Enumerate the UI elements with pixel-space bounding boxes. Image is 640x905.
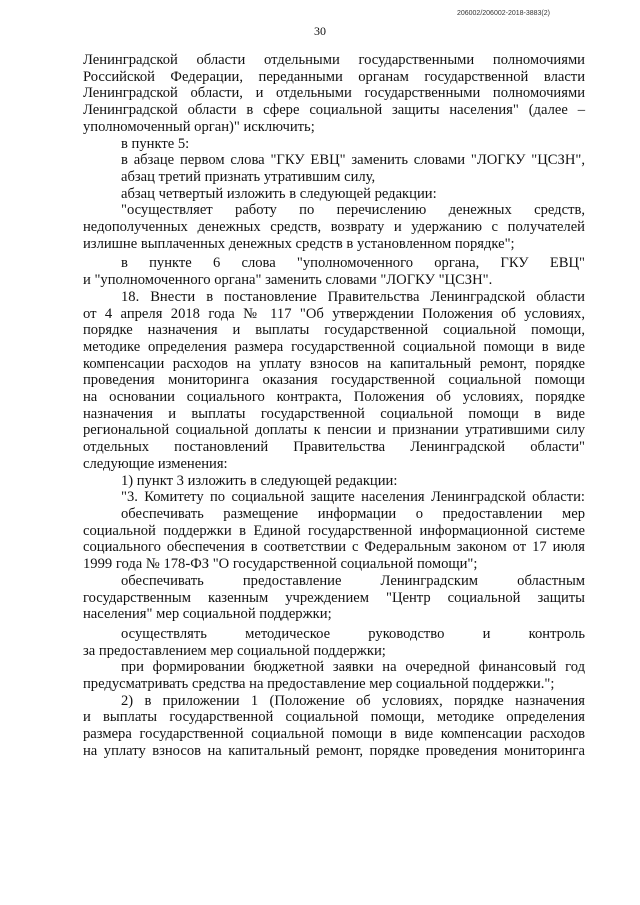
text-line: на уплату взносов на капитальный ремонт, порядке проведения мониторинга (83, 742, 585, 759)
text-line: осуществлять методическое руководство и контроль (121, 625, 585, 642)
text-line: порядке назначения и выплаты государственной социальной помощи, (83, 322, 585, 339)
text-line: в пункте 6 слова "уполномоченного органа, ГКУ ЕВЦ" (121, 255, 585, 272)
text-line: в пункте 5: (121, 135, 190, 152)
text-line: за предоставлением мер социальной поддержки; (83, 642, 386, 659)
text-line: Ленинградской области, и отдельными государственными полномочиями (83, 85, 585, 102)
text-line: на основании социального контракта, Положения об условиях, порядке (83, 389, 585, 406)
text-line: отдельных постановлений Правительства Ленинградской области" (83, 439, 585, 456)
text-line: методике определения размера государственной социальной помощи в виде (83, 338, 585, 355)
text-line: "осуществляет работу по перечислению денежных средств, (121, 202, 585, 219)
text-line: обеспечивать предоставление Ленинградским областным (121, 572, 585, 589)
text-line: излишне выплаченных денежных средств в установленном порядке"; (83, 235, 515, 252)
text-line: от 4 апреля 2018 года № 117 "Об утверждении Положения об условиях, (83, 305, 585, 322)
text-line: компенсации расходов на уплату взносов на капитальный ремонт, порядке (83, 355, 585, 372)
text-line: следующие изменения: (83, 455, 228, 472)
text-line: социального обеспечения в соответствии с Федеральным законом от 17 июля (83, 539, 585, 556)
text-line: проведения мониторинга оказания государственной социальной помощи (83, 372, 585, 389)
document-body (83, 52, 585, 760)
text-line: уполномоченный орган)" исключить; (83, 118, 315, 135)
text-line: и выплаты государственной социальной помощи, методике определения (83, 709, 585, 726)
text-line: абзац третий признать утратившим силу, (121, 168, 376, 185)
text-line: 2) в приложении 1 (Положение об условиях, порядке назначения (121, 692, 585, 709)
text-line: недополученных денежных средств, возврату и удержанию с получателей (83, 219, 585, 236)
page-number: 30 (314, 24, 326, 38)
text-line: Российской Федерации, переданными органам государственной власти (83, 68, 585, 85)
text-line: назначения и выплаты государственной социальной помощи в виде (83, 405, 585, 422)
text-line: социальной поддержки в Единой государственной информационной системе (83, 522, 585, 539)
document-id: 206002/206002-2018-3883(2) (456, 10, 550, 17)
text-line: Ленинградской области в сфере социальной защиты населения" (далее – (83, 102, 585, 119)
text-line: обеспечивать размещение информации о предоставлении мер (121, 505, 585, 522)
text-line: 1) пункт 3 изложить в следующей редакции: (121, 472, 398, 489)
text-line: населения" мер социальной поддержки; (83, 606, 332, 623)
text-line: в абзаце первом слова "ГКУ ЕВЦ" заменить словами "ЛОГКУ "ЦСЗН", (121, 152, 585, 169)
text-line: "3. Комитету по социальной защите населения Ленинградской области: (121, 489, 585, 506)
text-line: государственным казенным учреждением "Центр социальной защиты (83, 589, 585, 606)
text-line: при формировании бюджетной заявки на очередной финансовый год (121, 659, 585, 676)
text-line: региональной социальной доплаты к пенсии и признании утратившими силу (83, 422, 585, 439)
text-line: предусматривать средства на предоставление мер социальной поддержки."; (83, 676, 555, 693)
text-line: 18. Внести в постановление Правительства Ленинградской области (121, 288, 585, 305)
text-line: Ленинградской области отдельными государственными полномочиями (83, 52, 585, 68)
text-line: и "уполномоченного органа" заменить словами "ЛОГКУ "ЦСЗН". (83, 272, 493, 289)
text-line: 1999 года № 178-ФЗ "О государственной социальной помощи"; (83, 556, 478, 573)
text-line: абзац четвертый изложить в следующей редакции: (121, 185, 437, 202)
text-line: размера государственной социальной помощи в виде компенсации расходов (83, 726, 585, 743)
